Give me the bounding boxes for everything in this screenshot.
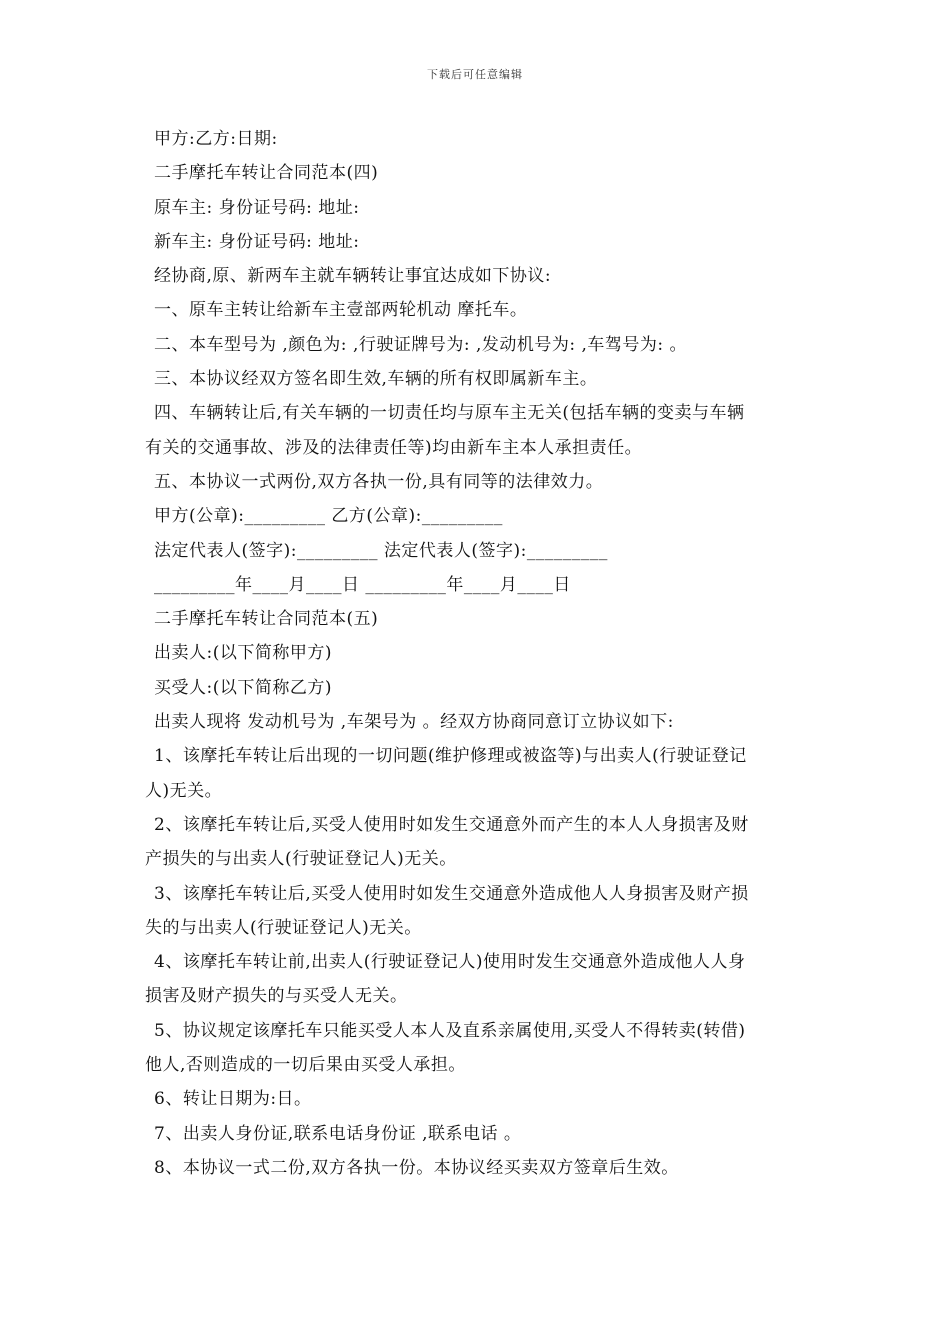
seller-line: 出卖人:(以下简称甲方): [154, 643, 332, 664]
signature-date-line: _________年____月____日 _________年____月____日: [154, 574, 571, 595]
item-8: 8、本协议一式二份,双方各执一份。本协议经买卖双方签章后生效。: [154, 1157, 679, 1178]
page-header: 下载后可任意编辑: [427, 68, 523, 81]
clause-5: 五、本协议一式两份,双方各执一份,具有同等的法律效力。: [154, 471, 604, 492]
item-2-continued: 产损失的与出卖人(行驶证登记人)无关。: [145, 849, 457, 870]
buyer-line: 买受人:(以下简称乙方): [154, 677, 332, 698]
item-4-continued: 损害及财产损失的与买受人无关。: [145, 986, 408, 1007]
section-title-5: 二手摩托车转让合同范本(五): [154, 609, 379, 630]
clause-4-continued: 有关的交通事故、涉及的法律责任等)均由新车主本人承担责任。: [145, 437, 643, 458]
item-1-continued: 人)无关。: [145, 780, 223, 801]
clause-4: 四、车辆转让后,有关车辆的一切责任均与原车主无关(包括车辆的变卖与车辆: [154, 403, 745, 424]
paragraph-agreement: 出卖人现将 发动机号为 ,车架号为 。经双方协商同意订立协议如下:: [154, 712, 674, 733]
item-6: 6、转让日期为:日。: [154, 1089, 312, 1110]
document-body: [145, 122, 815, 1185]
clause-3: 三、本协议经双方签名即生效,车辆的所有权即属新车主。: [154, 369, 598, 390]
item-1: 1、该摩托车转让后出现的一切问题(维护修理或被盗等)与出卖人(行驶证登记: [154, 746, 747, 767]
original-owner-line: 原车主: 身份证号码: 地址:: [154, 197, 360, 218]
paragraph-intro: 经协商,原、新两车主就车辆转让事宜达成如下协议:: [154, 266, 552, 287]
item-3-continued: 失的与出卖人(行驶证登记人)无关。: [145, 917, 422, 938]
item-2: 2、该摩托车转让后,买受人使用时如发生交通意外而产生的本人人身损害及财: [154, 814, 749, 835]
item-3: 3、该摩托车转让后,买受人使用时如发生交通意外造成他人人身损害及财产损: [154, 883, 749, 904]
clause-2: 二、本车型号为 ,颜色为: ,行驶证牌号为: ,发动机号为: ,车驾号为: 。: [154, 334, 688, 355]
new-owner-line: 新车主: 身份证号码: 地址:: [154, 231, 360, 252]
item-7: 7、出卖人身份证,联系电话身份证 ,联系电话 。: [154, 1123, 522, 1144]
item-5: 5、协议规定该摩托车只能买受人本人及直系亲属使用,买受人不得转卖(转借): [154, 1020, 746, 1041]
signature-rep-line: 法定代表人(签字):_________ 法定代表人(签字):_________: [154, 540, 608, 561]
section-title-4: 二手摩托车转让合同范本(四): [154, 163, 379, 184]
party-date-line: 甲方:乙方:日期:: [154, 129, 278, 149]
item-5-continued: 他人,否则造成的一切后果由买受人承担。: [145, 1055, 466, 1076]
clause-1: 一、原车主转让给新车主壹部两轮机动 摩托车。: [154, 300, 528, 321]
signature-seal-line: 甲方(公章):_________ 乙方(公章):_________: [154, 506, 503, 527]
item-4: 4、该摩托车转让前,出卖人(行驶证登记人)使用时发生交通意外造成他人人身: [154, 952, 746, 973]
